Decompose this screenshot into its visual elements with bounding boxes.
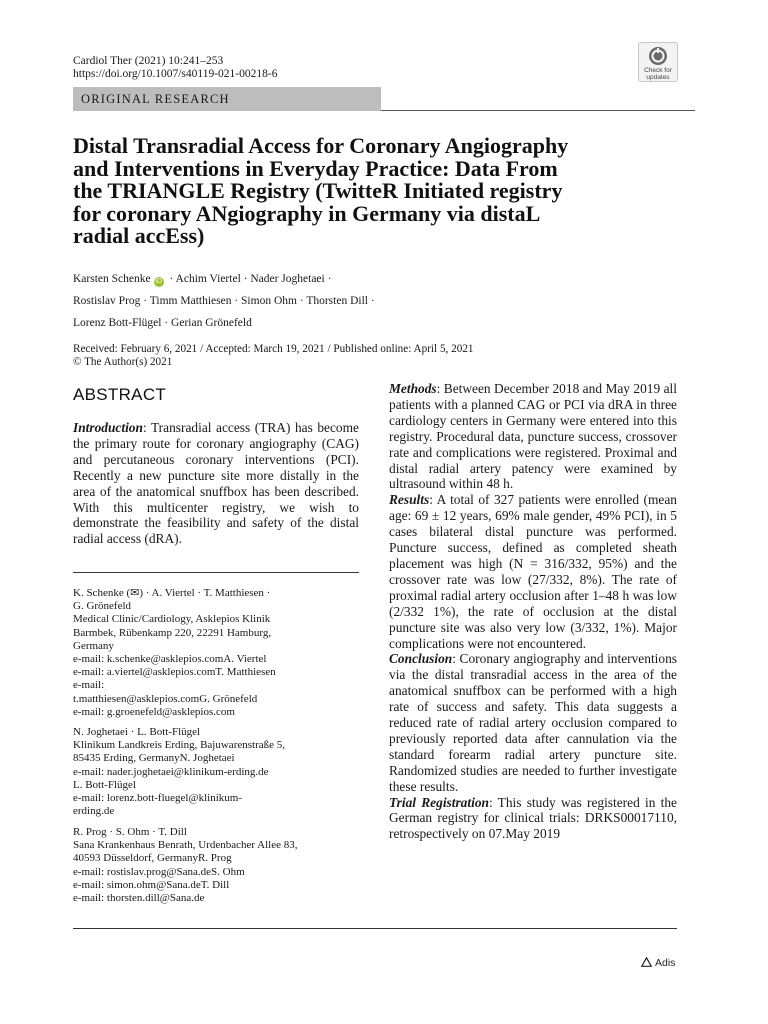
affiliation-line: L. Bott-Flügel [73,778,136,791]
author-name-first[interactable]: Karsten Schenke [73,273,151,285]
affiliation-line: Sana Krankenhaus Benrath, Urdenbacher Allee 83, [73,839,298,852]
affiliation-line: Barmbek, Rübenkamp 220, 22291 Hamburg, [73,626,272,639]
affiliation-line: 40593 Düsseldorf, GermanyR. Prog [73,852,232,865]
email-line: e-mail: [73,679,105,692]
affiliation-block-dusseldorf [73,826,363,905]
email-line[interactable]: e-mail: lorenz.bott-fluegel@klinikum- [73,792,242,805]
orcid-icon[interactable]: iD [155,278,162,285]
introduction-label: Introduction [73,420,143,435]
affiliation-line: K. Schenke (✉) · A. Viertel · T. Matthiesen · [73,587,271,599]
abstract-methods [389,381,677,492]
author-names: · Achim Viertel · Nader Joghetaei · [166,273,332,285]
abstract-introduction [73,420,359,547]
affiliation-line: Germany [73,639,114,652]
email-line[interactable]: erding.de [73,805,115,818]
footer-divider [73,928,677,929]
methods-text: : Between December 2018 and May 2019 all patients with a planned CAG or PCI via dRA in three cardiology centers in Germany were entered into this registry. Procedural data, puncture success, crossover rate and complications were registered. Proximal and distal radial artery patency were examined by ultrasound within 48 h. [389,381,677,492]
email-line[interactable]: e-mail: rostislav.prog@Sana.deS. Ohm [73,865,245,878]
affiliation-line: 85435 Erding, GermanyN. Joghetaei [73,752,235,765]
title-line: radial accEss) [73,223,205,248]
check-updates-icon [648,46,668,66]
methods-label: Methods [389,381,437,396]
email-line[interactable]: e-mail: k.schenke@asklepios.comA. Viertel [73,653,267,666]
publisher-name: Adis [655,957,676,969]
affiliation-block-hamburg [73,587,363,719]
email-line[interactable]: e-mail: a.viertel@asklepios.comT. Matthiesen [73,666,276,679]
check-updates-label: Check for updates [644,67,672,81]
abstract-results [389,492,677,651]
introduction-text: : Transradial access (TRA) has become the primary route for coronary angiography (CAG) and percutaneous coronary interventions (PCI). Recently a new puncture site more distally in the area of the anatomical snuffbox has been described. With this multicenter registry, we wish to demonstrate the feasibility and safety of the distal radial access (dRA). [73,420,359,547]
title-line: for coronary ANgiography in Germany via distaL [73,200,541,226]
email-line[interactable]: t.matthiesen@asklepios.comG. Grönefeld [73,692,258,705]
article-type-label: ORIGINAL RESEARCH [81,92,230,106]
affiliation-line: G. Grönefeld [73,600,132,613]
email-line[interactable]: e-mail: thorsten.dill@Sana.de [73,892,205,905]
author-list-line-1 [73,272,331,287]
header-divider [381,110,695,111]
abstract-trial-registration [389,795,677,843]
email-line[interactable]: e-mail: g.groenefeld@asklepios.com [73,705,235,718]
email-line[interactable]: e-mail: simon.ohm@Sana.deT. Dill [73,878,230,891]
title-line: and Interventions in Everyday Practice: Data From [73,155,558,181]
affiliation-divider [73,572,359,573]
trial-registration-text: : This study was registered in the German registry for clinical trials: DRKS00017110, retrospectively on 07.May 2019 [389,794,677,842]
publication-dates: Received: February 6, 2021 / Accepted: March 19, 2021 / Published online: April 5, 2021 [73,343,474,355]
conclusion-label: Conclusion [389,651,453,667]
abstract-right-column [389,381,677,842]
conclusion-text: : Coronary angiography and interventions via the distal transradial access in the area of the anatomical snuffbox can be performed with a high rate of success and safety. This data suggests a reduced rate of radial artery occlusion compared to previously reported data after cannulation via the standard forearm radial artery puncture site. Randomized studies are needed to further investigate these results. [389,651,677,794]
article-title [73,135,633,248]
abstract-heading: ABSTRACT [73,385,167,404]
abstract-conclusion [389,651,677,794]
adis-triangle-icon [641,957,652,967]
copyright-notice: © The Author(s) 2021 [73,356,173,368]
email-line[interactable]: e-mail: nader.joghetaei@klinikum-erding.de [73,765,269,778]
author-list-line-2: Rostislav Prog · Timm Matthiesen · Simon Ohm · Thorsten Dill · [73,295,375,307]
affiliation-line: R. Prog · S. Ohm · T. Dill [73,826,187,838]
title-line: the TRIANGLE Registry (TwitteR Initiated registry [73,178,563,203]
doi-link[interactable]: https://doi.org/10.1007/s40119-021-00218-6 [73,68,278,80]
affiliation-line: Klinikum Landkreis Erding, Bajuwarenstraße 5, [73,739,286,752]
results-text: : A total of 327 patients were enrolled (mean age: 69 ± 12 years, 69% male gender, 49% PCI), in 5 cases bilateral distal puncture was performed. Puncture success, defined as completed sheath placement was high (N = 316/332, 95%) and the crossover rate was low (27/332, 8%). The rate of proximal radial artery occlusion after 1–48 h was low (2/332 1%), the rate of occlusion at the distal puncture site was also very low (3/332, 1%). Major complications were not encountered. [389,492,677,651]
results-label: Results [389,492,430,508]
publisher-logo [641,957,675,969]
journal-citation: Cardiol Ther (2021) 10:241–253 [73,55,224,67]
affiliation-line: Medical Clinic/Cardiology, Asklepios Klinik [73,613,271,626]
article-type-tag [73,87,381,111]
affiliation-block-erding [73,726,363,818]
check-for-updates-badge[interactable] [638,42,678,82]
affiliation-line: N. Joghetaei · L. Bott-Flügel [73,726,201,738]
trial-registration-label: Trial Registration [389,794,489,810]
author-list-line-3: Lorenz Bott-Flügel · Gerian Grönefeld [73,317,252,329]
title-line: Distal Transradial Access for Coronary Angiography [73,133,569,158]
